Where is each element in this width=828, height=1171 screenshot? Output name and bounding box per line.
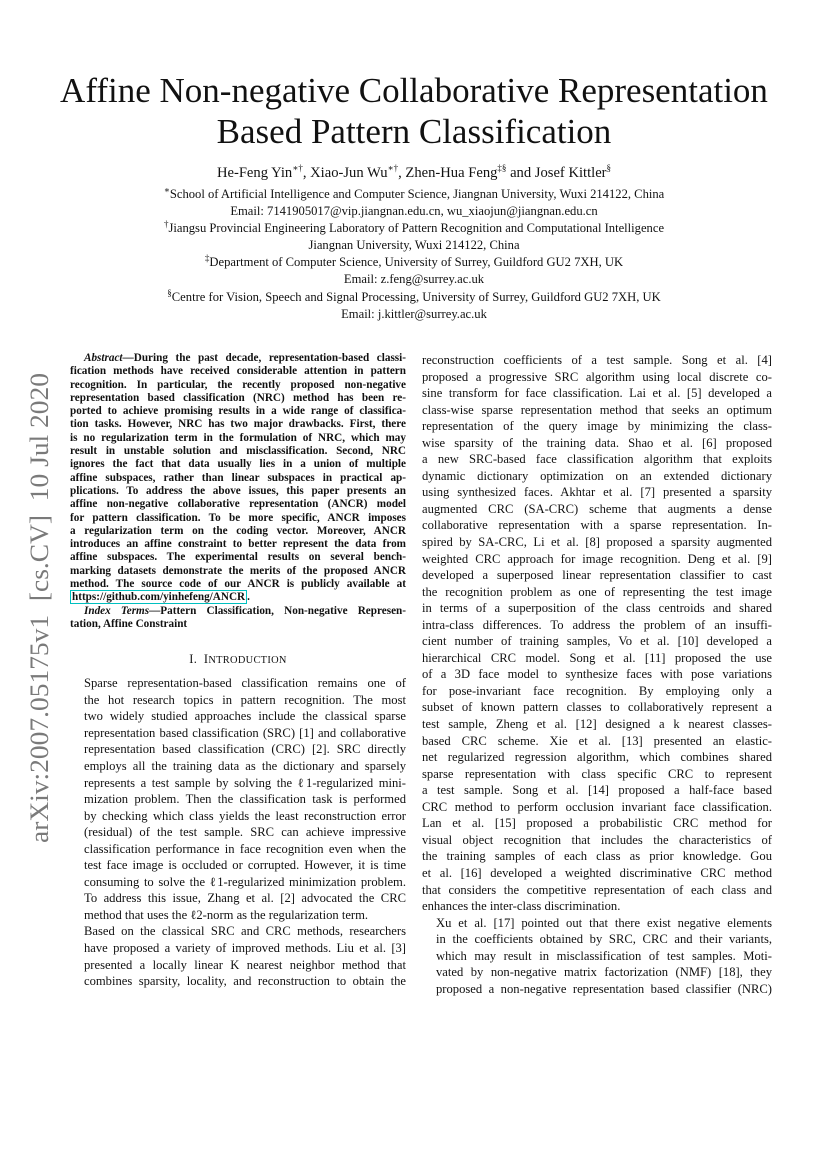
arxiv-stamp-text: arXiv:2007.05175v1 [cs.CV] 10 Jul 2020 bbox=[24, 389, 54, 843]
section-heading: I. INTRODUCTION bbox=[189, 652, 287, 667]
intro-paragraph-2: Based on the classical SRC and CRC methods, researchers have proposed a variety of improved methods. Liu et al. [3] presented a locally linear K nearest neighbor method that combines sparsity, locality, and reconstruction to obtain the bbox=[84, 924, 406, 989]
abstract: Abstract—During the past decade, representation-based classi- fication methods have received considerable attention in pattern recognition. In particular, the recently proposed non-negative representation based classification (NRC) method has been re- ported to achieve promising results in a wide range of classifica- tion tasks. However, NRC has two major drawbacks. First, there is no regularization term in the formulation of NRC, which may result in unstable solution and misclassification. Second, NRC ignores the fact that data usually lies in a union of multiple affine subspaces, rather than linear subspaces in practical ap- plications. To address the above issues, this paper presents an affine non-negative collaborative representation (ANCR) model for pattern classification. To be more specific, ANCR imposes a regularization term on the coding vector. Moreover, ANCR introduces an affine constraint to better represent the data from affine subspaces. The experimental results on several bench- marking datasets demonstrate the merits of the proposed ANCR method. The source code of our ANCR is publicly available at https://github.com/yinhefeng/ANCR . Index Terms—Pattern Classification, Non-negative Represen- tation, Affine Constraint bbox=[70, 352, 406, 630]
affiliation-line: ∗School of Artificial Intelligence and Computer Science, Jiangnan University, Wuxi 214122, China bbox=[163, 184, 665, 201]
title-line-1: Affine Non-negative Collaborative Representation bbox=[60, 71, 768, 110]
arxiv-stamp bbox=[20, 373, 56, 843]
affiliation-line: †Jiangsu Provincial Engineering Laboratory of Pattern Recognition and Computational Intelligence bbox=[163, 219, 665, 236]
author-name: Xiao-Jun Wu bbox=[310, 165, 388, 181]
author-marks: ∗† bbox=[292, 163, 303, 174]
abstract-label: Abstract bbox=[84, 352, 123, 364]
author-list bbox=[40, 163, 788, 183]
affiliation-line: §Centre for Vision, Speech and Signal Processing, University of Surrey, Guildford GU2 7XH, UK bbox=[167, 287, 661, 304]
source-code-link[interactable]: https://github.com/yinhefeng/ANCR bbox=[72, 591, 246, 604]
author-name: Josef Kittler bbox=[534, 165, 607, 181]
affiliation-line: Jiangnan University, Wuxi 214122, China bbox=[308, 238, 520, 253]
author-marks: ‡§ bbox=[497, 163, 507, 174]
affiliation-mark: ∗ bbox=[163, 184, 170, 195]
affiliation-email: Email: j.kittler@surrey.ac.uk bbox=[341, 306, 487, 321]
index-terms-label: Index Terms bbox=[84, 604, 150, 617]
left-column bbox=[70, 352, 406, 990]
affiliation-mark: † bbox=[163, 219, 169, 229]
affiliation-email: Email: 7141905017@vip.jiangnan.edu.cn, wu_xiaojun@jiangnan.edu.cn bbox=[230, 204, 598, 219]
title-line-2: Based Pattern Classification bbox=[216, 112, 612, 151]
author-separator: , bbox=[302, 165, 311, 181]
right-column bbox=[422, 352, 772, 997]
affiliation-line: ‡Department of Computer Science, University of Surrey, Guildford GU2 7XH, UK bbox=[204, 253, 624, 270]
affiliation-mark: § bbox=[167, 287, 172, 298]
affiliation-mark: ‡ bbox=[204, 253, 210, 264]
author-marks: ∗† bbox=[387, 163, 399, 174]
author-name: Zhen-Hua Feng bbox=[405, 165, 498, 181]
intro-paragraph-4: Xu et al. [17] pointed out that there exist negative elements in the coefficients obtained by SRC, CRC and their variants, which may result in misclassification of test samples. Moti- vated by non-negative matrix factorization (NMF) [18], they proposed a non-negative representation based classifier (NRC) bbox=[436, 915, 772, 996]
intro-paragraph-3: reconstruction coefficients of a test sample. Song et al. [4] proposed a progressive SRC algorithm using local discrete co- sine transform for face classification. Lai et al. [5] developed a class-wise sparse representation method that seeks an optimum representation of the query image by minimizing the class- wise sparsity of the training data. Shao et al. [6] proposed a new SRC-based face classification algorithm that exploits dynamic dictionary optimization on an extended dictionary using synthesized faces. Akhtar et al. [7] presented a sparsity augmented CRC (SA-CRC) scheme that augments a dense collaborative representation with a sparse representation. In- spired by SA-CRC, Li et al. [8] proposed a sparsity augmented weighted CRC approach for image recognition. Deng et al. [9] developed a superposed linear representation classifier to cast the recognition problem as one of representing the test image in terms of a superposition of the class centroids and shared intra-class differences. To address the problem of an insuffi- cient number of training samples, Vo et al. [10] developed a hierarchical CRC model. Song et al. [11] proposed the use of a 3D face model to synthesize faces with pose variations for pose-invariant face recognition. By employing only a subset of known pattern classes to collaboratively represent a test sample, Zheng et al. [12] designed a k nearest classes- based CRC scheme. Xie et al. [13] presented an elastic- net regularized regression algorithm, which combines shared sparse representation with class specific CRC to represent a test sample. Song et al. [14] proposed a half-face based CRC method to perform occlusion invariant face classification. Lan et al. [15] proposed a probabilistic CRC method for visual object recognition that includes the characteristics of the training samples of each class as prior knowledge. Gou et al. [16] developed a weighted discriminative CRC method that considers the competitive representation of each class and enhances the inter-class discrimination. bbox=[422, 353, 772, 914]
paper-title bbox=[40, 70, 788, 152]
author-separator: , bbox=[398, 165, 406, 181]
intro-paragraph-1: Sparse representation-based classification remains one of the hot research topics in pattern recognition. The most two widely studied approaches include the classical sparse representation based classification (SRC) [1] and collaborative representation based classification (CRC) [2]. SRC directly employs all the training data as the dictionary and sparsely represents a test sample by solving the ℓ1-regularized mini- mization problem. Then the classification task is performed by checking which class yields the least reconstruction error (residual) of the test sample. SRC can achieve impressive classification performance in face recognition even when the test face image is occluded or corrupted. However, it is time consuming to solve the ℓ1-regularized minimization problem. To address this issue, Zhang et al. [2] advocated the CRC method that uses the ℓ2-norm as the regularization term. bbox=[84, 676, 406, 922]
author-conjunction: and bbox=[506, 165, 535, 181]
affiliation-email: Email: z.feng@surrey.ac.uk bbox=[343, 272, 485, 287]
author-marks: § bbox=[606, 163, 612, 174]
affiliations bbox=[40, 186, 788, 323]
author-name: He-Feng Yin bbox=[216, 165, 293, 181]
